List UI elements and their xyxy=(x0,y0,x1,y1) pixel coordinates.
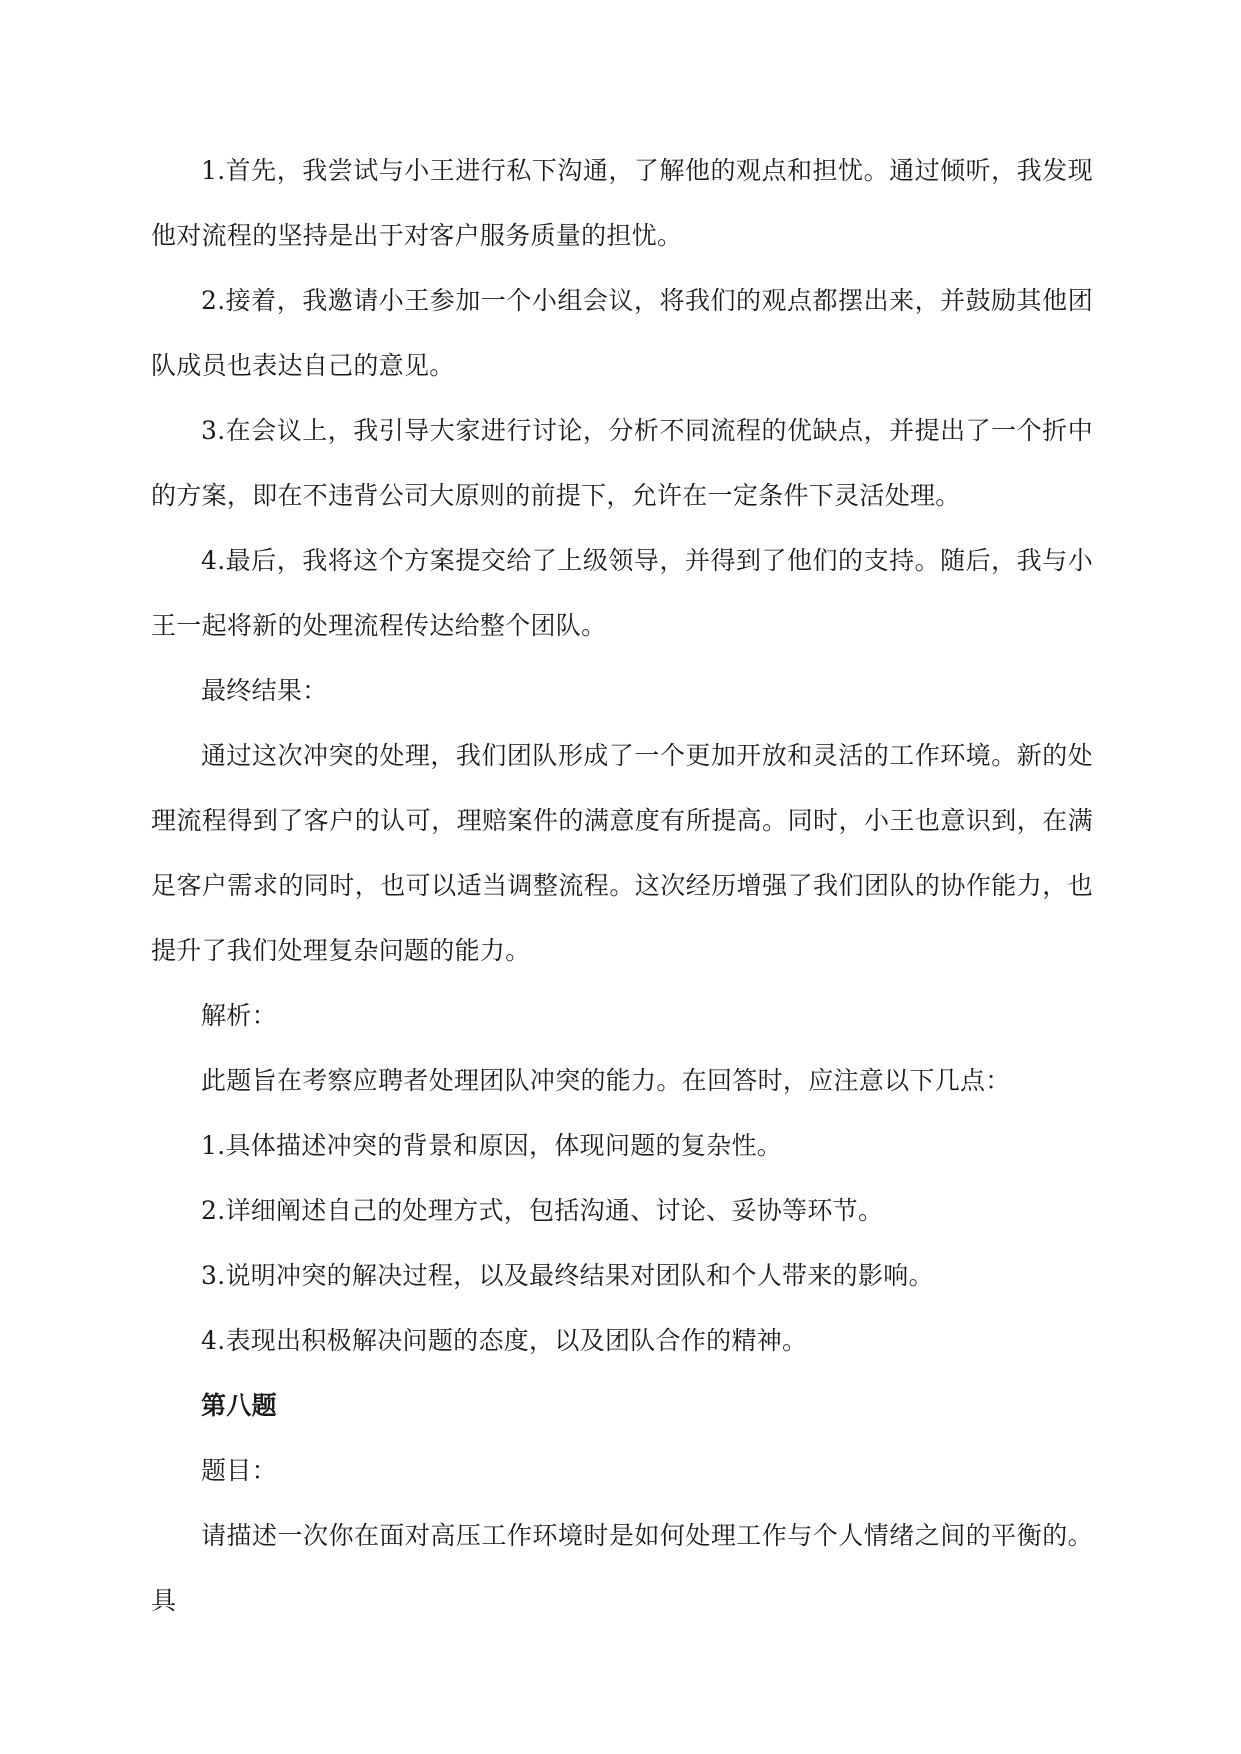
final-result-body: 通过这次冲突的处理，我们团队形成了一个更加开放和灵活的工作环境。新的处理流程得到了客户的认可，理赔案件的满意度有所提高。同时，小王也意识到，在满足客户需求的同时，也可以适当调整流程。这次经历增强了我们团队的协作能力，也提升了我们处理复杂问题的能力。 xyxy=(151,741,1093,965)
analysis-label: 解析： xyxy=(201,1001,277,1030)
question-8-heading: 第八题 xyxy=(201,1391,277,1420)
question-label: 题目： xyxy=(201,1456,277,1485)
step-1-private-talk: 1.首先，我尝试与小王进行私下沟通，了解他的观点和担忧。通过倾听，我发现他对流程的坚持是出于对客户服务质量的担忧。 xyxy=(151,156,1093,250)
analysis-point-2: 2.详细阐述自己的处理方式，包括沟通、讨论、妥协等环节。 xyxy=(201,1196,884,1225)
analysis-intro: 此题旨在考察应聘者处理团队冲突的能力。在回答时，应注意以下几点： xyxy=(201,1066,1011,1095)
analysis-point-3: 3.说明冲突的解决过程，以及最终结果对团队和个人带来的影响。 xyxy=(201,1261,934,1290)
step-2-group-meeting: 2.接着，我邀请小王参加一个小组会议，将我们的观点都摆出来，并鼓励其他团队成员也表达自己的意见。 xyxy=(151,286,1093,380)
step-4-report: 4.最后，我将这个方案提交给了上级领导，并得到了他们的支持。随后，我与小王一起将新的处理流程传达给整个团队。 xyxy=(151,546,1093,640)
analysis-point-4: 4.表现出积极解决问题的态度，以及团队合作的精神。 xyxy=(201,1326,808,1355)
analysis-point-1: 1.具体描述冲突的背景和原因，体现问题的复杂性。 xyxy=(201,1131,783,1160)
step-3-discussion: 3.在会议上，我引导大家进行讨论，分析不同流程的优缺点，并提出了一个折中的方案，即在不违背公司大原则的前提下，允许在一定条件下灵活处理。 xyxy=(151,416,1093,510)
final-result-label: 最终结果： xyxy=(201,676,328,705)
question-8-body: 请描述一次你在面对高压工作环境时是如何处理工作与个人情绪之间的平衡的。具 xyxy=(151,1521,1093,1615)
